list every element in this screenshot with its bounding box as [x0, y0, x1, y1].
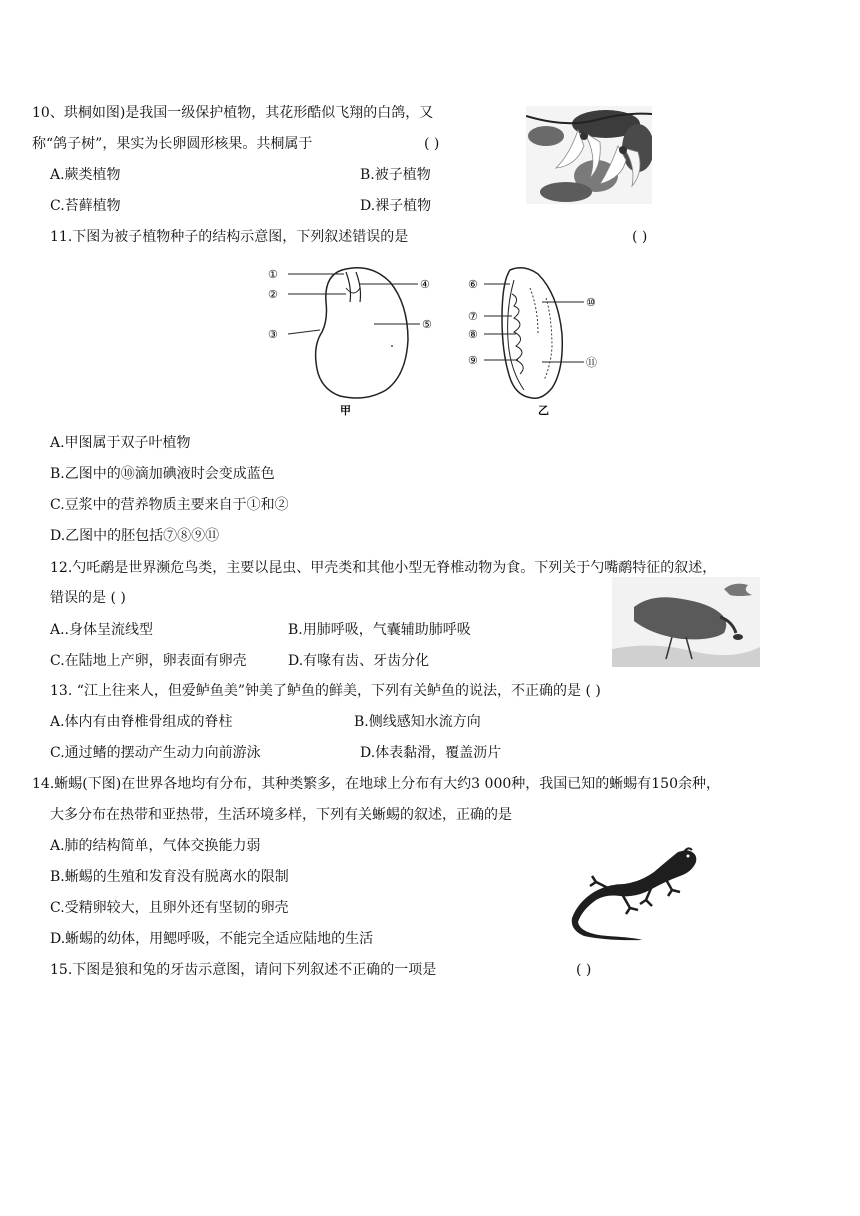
dove-tree-flower-image [526, 106, 652, 204]
label-yi-7: ⑦ [468, 310, 478, 323]
corn-seed-figure-yi [484, 268, 584, 399]
q12-option-d: D.有喙有齿、牙齿分化 [288, 653, 430, 669]
q11-option-c: C.豆浆中的营养物质主要来自于①和② [50, 497, 289, 513]
q12-option-c: C.在陆地上产卵，卵表面有卵壳 [50, 653, 247, 669]
q10-stem-line1: 10、珙桐如图)是我国一级保护植物，其花形酷似飞翔的白鸽，又 [32, 105, 434, 121]
seed-structure-diagram [262, 258, 612, 420]
q14-stem-line2: 大多分布在热带和亚热带，生活环境多样，下列有关蜥蜴的叙述，正确的是 [50, 807, 512, 823]
label-yi-9: ⑨ [468, 354, 478, 367]
q11-answer-paren: ( ) [632, 229, 648, 245]
label-jia-4: ④ [420, 278, 430, 291]
q14-option-d: D.蜥蜴的幼体，用鳃呼吸，不能完全适应陆地的生活 [50, 931, 374, 947]
q13-option-d: D.体表黏滑，覆盖沥片 [360, 745, 502, 761]
bean-seed-figure-jia [288, 268, 420, 398]
q15-stem: 15.下图是狼和兔的牙齿示意图，请问下列叙述不正确的一项是 [50, 962, 437, 978]
q13-option-b: B.侧线感知水流方向 [354, 714, 481, 730]
q11-option-b: B.乙图中的⑩滴加碘液时会变成蓝色 [50, 466, 275, 482]
label-yi-10: ⑩ [586, 296, 596, 309]
q10-option-a: A.蕨类植物 [50, 167, 121, 183]
q10-stem-line2: 称“鸽子树”，果实为长卵圆形核果。共桐属于 [32, 136, 313, 152]
label-jia-3: ③ [268, 328, 278, 341]
q14-stem-line1: 14.蜥蜴(下图)在世界各地均有分布，其种类繁多，在地球上分布有大约3 000种，我国已知的蜥蜴有150余种， [32, 776, 720, 792]
q14-option-c: C.受精卵较大，且卵外还有坚韧的卵壳 [50, 900, 289, 916]
q11-stem: 11.下图为被子植物种子的结构示意图，下列叙述错误的是 [50, 229, 409, 245]
q12-stem-line2: 错误的是 ( ) [50, 590, 126, 606]
q11-option-d: D.乙图中的胚包括⑦⑧⑨⑪ [50, 528, 220, 544]
lizard-image [568, 842, 704, 942]
q13-option-c: C.通过鳍的摆动产生动力向前游泳 [50, 745, 261, 761]
label-yi-8: ⑧ [468, 328, 478, 341]
q12-option-a: A..身体呈流线型 [50, 622, 154, 638]
q10-answer-paren: ( ) [424, 136, 440, 152]
q10-option-d: D.裸子植物 [360, 198, 432, 214]
q13-stem: 13. “江上往来人，但爱鲈鱼美”钟美了鲈鱼的鲜美，下列有关鲈鱼的说法，不正确的是 ( ) [50, 683, 601, 699]
label-jia-2: ② [268, 288, 278, 301]
caption-jia: 甲 [340, 404, 351, 417]
label-jia-5: ⑤ [422, 318, 432, 331]
q14-option-b: B.蜥蜴的生殖和发育没有脱离水的限制 [50, 869, 289, 885]
label-jia-1: ① [268, 268, 278, 281]
q15-answer-paren: ( ) [576, 962, 592, 978]
q10-option-c: C.苔藓植物 [50, 198, 121, 214]
q10-option-b: B.被子植物 [360, 167, 431, 183]
q11-option-a: A.甲图属于双子叶植物 [50, 435, 191, 451]
spoon-billed-sandpiper-image [612, 577, 760, 667]
q12-stem-line1: 12.勺吒鹬是世界濒危鸟类，主要以昆虫、甲壳类和其他小型无脊椎动物为食。下列关于勺嘴鹬特征的叙述， [50, 560, 717, 576]
q13-option-a: A.体内有由脊椎骨组成的脊柱 [50, 714, 233, 730]
label-yi-11: ⑪ [586, 356, 597, 369]
caption-yi: 乙 [538, 404, 549, 417]
label-yi-6: ⑥ [468, 278, 478, 291]
q14-option-a: A.肺的结构简单，气体交换能力弱 [50, 838, 261, 854]
q12-option-b: B.用肺呼吸，气囊辅助肺呼吸 [288, 622, 471, 638]
